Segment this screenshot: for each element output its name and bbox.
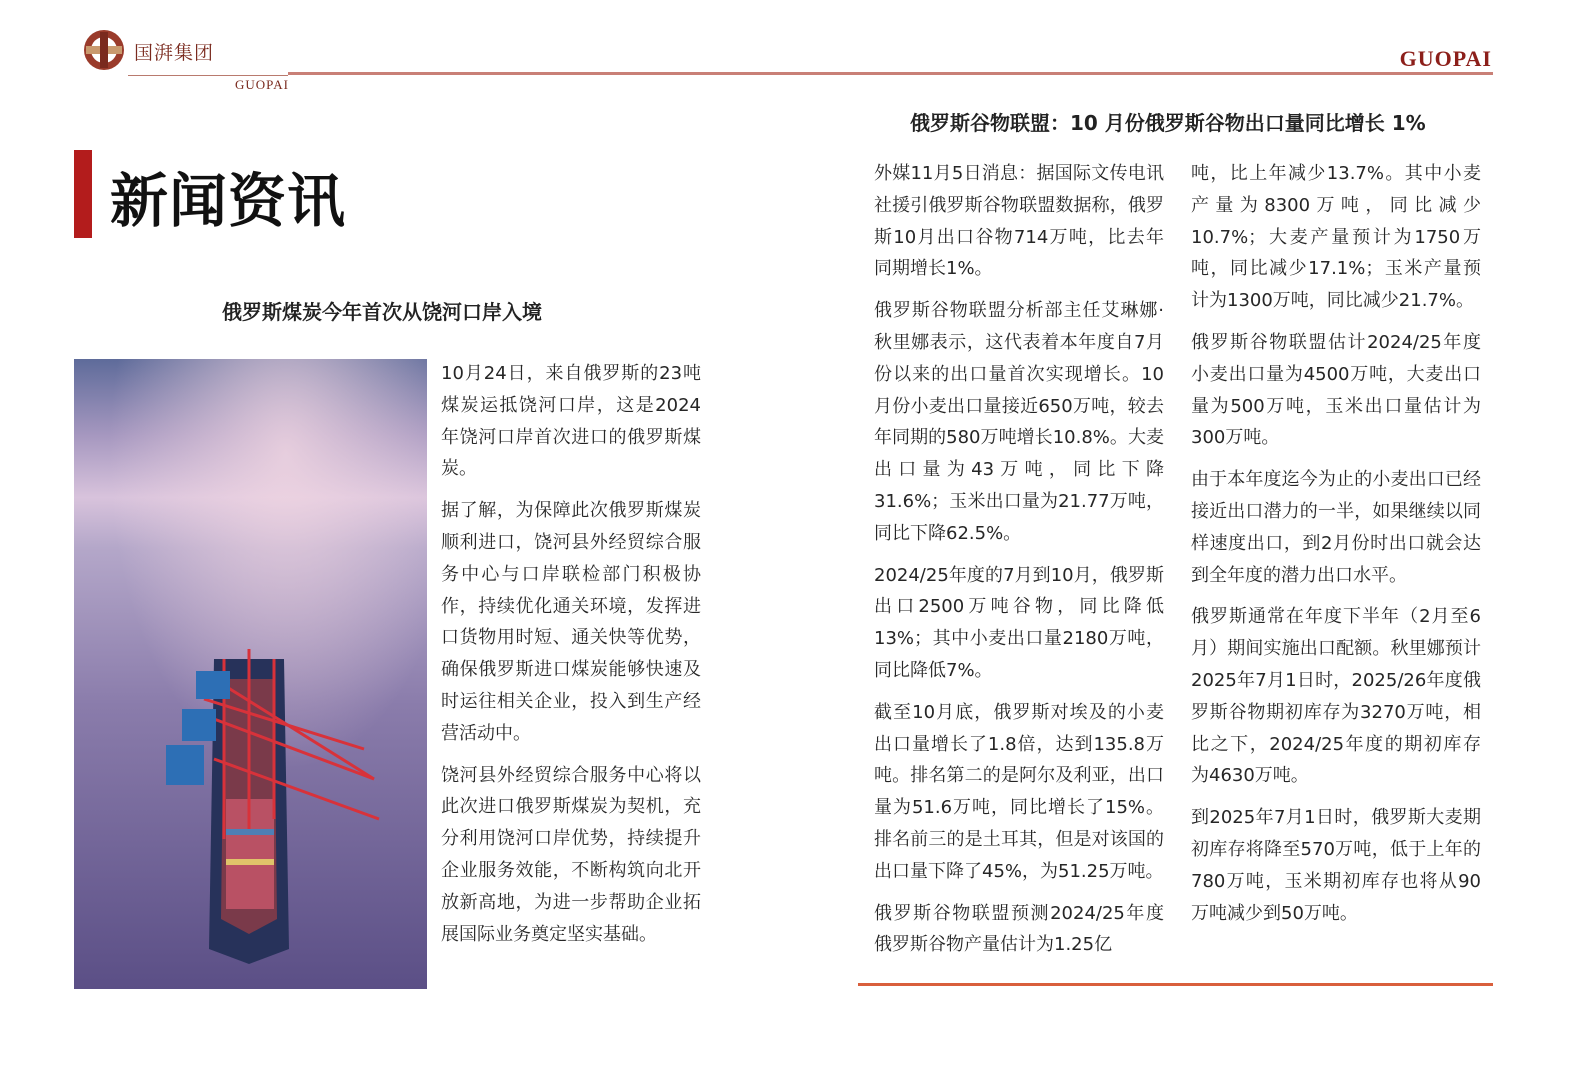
ship-photo [74,359,427,989]
left-article-headline: 俄罗斯煤炭今年首次从饶河口岸入境 [222,300,542,324]
paragraph: 10月24日，来自俄罗斯的23吨煤炭运抵饶河口岸，这是2024年饶河口岸首次进口的俄罗斯煤炭。 [441,363,701,480]
logo-text: 国湃集团 [134,42,215,64]
paragraph: 2024/25年度的7月到10月，俄罗斯出口2500万吨谷物，同比降低13%；其中小麦出口量2180万吨，同比降低7%。 [874,564,1164,681]
brand-name: GUOPAI [1399,46,1492,71]
paragraph: 外媒11月5日消息：据国际文传电讯社援引俄罗斯谷物联盟数据称，俄罗斯10月出口谷物714万吨，比去年同期增长1%。 [874,163,1164,280]
right-article-column-2 [1191,158,1481,939]
right-article-column-1 [874,158,1164,971]
paragraph: 截至10月底，俄罗斯对埃及的小麦出口量增长了1.8倍，达到135.8万吨。排名第二的是阿尔及利亚，出口量为51.6万吨，同比增长了15%。排名前三的是土耳其，但是对该国的出口量下降了45%，为51.25万吨。 [874,701,1164,882]
footer-divider [858,983,1493,986]
ship-photo-image [74,359,427,989]
left-article-body [441,358,701,960]
paragraph: 饶河县外经贸综合服务中心将以此次进口俄罗斯煤炭为契机，充分利用饶河口岸优势，持续提升企业服务效能，不断构筑向北开放新高地，为进一步帮助企业拓展国际业务奠定坚实基础。 [441,764,701,945]
paragraph: 俄罗斯谷物联盟估计2024/25年度小麦出口量为4500万吨，大麦出口量为500万吨，玉米出口量估计为300万吨。 [1191,331,1481,449]
section-title: 新闻资讯 [110,167,347,235]
paragraph: 到2025年7月1日时，俄罗斯大麦期初库存将降至570万吨，低于上年的780万吨，玉米期初库存也将从90万吨减少到50万吨。 [1191,807,1481,924]
paragraph: 俄罗斯谷物联盟分析部主任艾琳娜·秋里娜表示，这代表着本年度自7月份以来的出口量首次实现增长。10月份小麦出口量接近650万吨，较去年同期的580万吨增长10.8%。大麦出口量为43万吨，同比下降31.6%；玉米出口量为21.77万吨，同比下降62.5%。 [874,300,1164,544]
logo-subtitle: GUOPAI [235,77,289,92]
header-divider [288,72,1493,75]
section-accent-bar [74,150,92,238]
company-logo-icon [82,28,126,72]
paragraph: 据了解，为保障此次俄罗斯煤炭顺利进口，饶河县外经贸综合服务中心与口岸联检部门积极协作，持续优化通关环境，发挥进口货物用时短、通关快等优势，确保俄罗斯进口煤炭能够快速及时运往相关企业，投入到生产经营活动中。 [441,500,701,744]
paragraph: 俄罗斯通常在年度下半年（2月至6月）期间实施出口配额。秋里娜预计2025年7月1日时，2025/26年度俄罗斯谷物期初库存为3270万吨，相比之下，2024/25年度的期初库存为4630万吨。 [1191,606,1481,787]
right-article-headline: 俄罗斯谷物联盟：10 月份俄罗斯谷物出口量同比增长 1% [910,111,1426,135]
header-divider-left [128,75,288,76]
paragraph: 吨，比上年减少13.7%。其中小麦产量为8300万吨，同比减少10.7%；大麦产量预计为1750万吨，同比减少17.1%；玉米产量预计为1300万吨，同比减少21.7%。 [1191,163,1481,312]
paragraph: 由于本年度迄今为止的小麦出口已经接近出口潜力的一半，如果继续以同样速度出口，到2月份时出口就会达到全年度的潜力出口水平。 [1191,469,1481,586]
paragraph: 俄罗斯谷物联盟预测2024/25年度俄罗斯谷物产量估计为1.25亿 [874,902,1164,956]
